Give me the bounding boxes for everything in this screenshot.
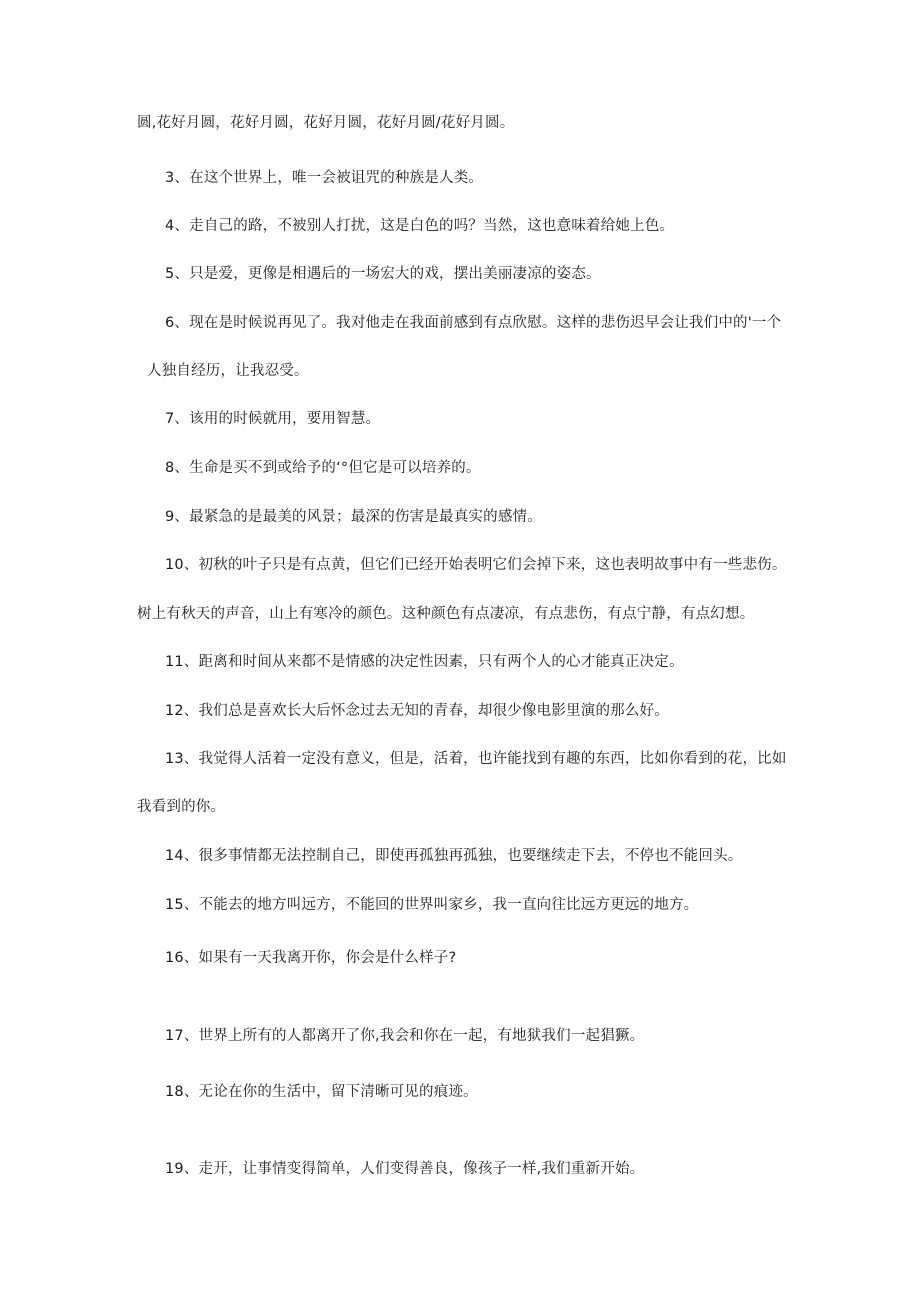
quote-item-8: 8、生命是买不到或给予的‘°但它是可以培养的。 (165, 460, 481, 476)
quote-item-19: 19、走开，让事情变得简单，人们变得善良，像孩子一样,我们重新开始。 (165, 1161, 645, 1177)
quote-item-5: 5、只是爱，更像是相遇后的一场宏大的戏，摆出美丽凄凉的姿态。 (165, 266, 601, 282)
quote-item-13-continuation: 我看到的你。 (137, 799, 226, 815)
text-line-continuation: 圆,花好月圆，花好月圆，花好月圆，花好月圆/花好月圆。 (137, 115, 515, 131)
quote-item-13: 13、我觉得人活着一定没有意义，但是，活着，也许能找到有趣的东西，比如你看到的花，比如 (165, 751, 787, 767)
quote-item-10: 10、初秋的叶子只是有点黄，但它们已经开始表明它们会掉下来，这也表明故事中有一些悲伤。 (165, 557, 787, 573)
quote-item-3: 3、在这个世界上，唯一会被诅咒的种族是人类。 (165, 170, 484, 186)
quote-item-18: 18、无论在你的生活中，留下清晰可见的痕迹。 (165, 1084, 478, 1100)
quote-item-9: 9、最紧急的是最美的风景；最深的伤害是最真实的感情。 (165, 509, 542, 525)
quote-item-14: 14、很多事情都无法控制自己，即使再孤独再孤独，也要继续走下去，不停也不能回头。 (165, 848, 743, 864)
quote-item-15: 15、不能去的地方叫远方，不能回的世界叫家乡，我一直向往比远方更远的地方。 (165, 897, 699, 913)
quote-item-10-continuation: 树上有秋天的声音，山上有寒冷的颜色。这种颜色有点凄凉，有点悲伤，有点宁静，有点幻想。 (137, 606, 755, 622)
quote-item-17: 17、世界上所有的人都离开了你,我会和你在一起，有地狱我们一起猖獗。 (165, 1028, 645, 1044)
quote-item-11: 11、距离和时间从来都不是情感的决定性因素，只有两个人的心才能真正决定。 (165, 654, 684, 670)
quote-item-7: 7、该用的时候就用，要用智慧。 (165, 411, 381, 427)
quote-item-16: 16、如果有一天我离开你，你会是什么样子? (165, 950, 457, 966)
quote-item-4: 4、走自己的路，不被别人打扰，这是白色的吗？当然，这也意味着给她上色。 (165, 218, 675, 234)
quote-item-12: 12、我们总是喜欢长大后怀念过去无知的青春，却很少像电影里演的那么好。 (165, 703, 669, 719)
quote-item-6-continuation: 人独自经历，让我忍受。 (147, 363, 309, 379)
quote-item-6: 6、现在是时候说再见了。我对他走在我面前感到有点欣慰。这样的悲伤迟早会让我们中的'一个 (165, 315, 782, 331)
